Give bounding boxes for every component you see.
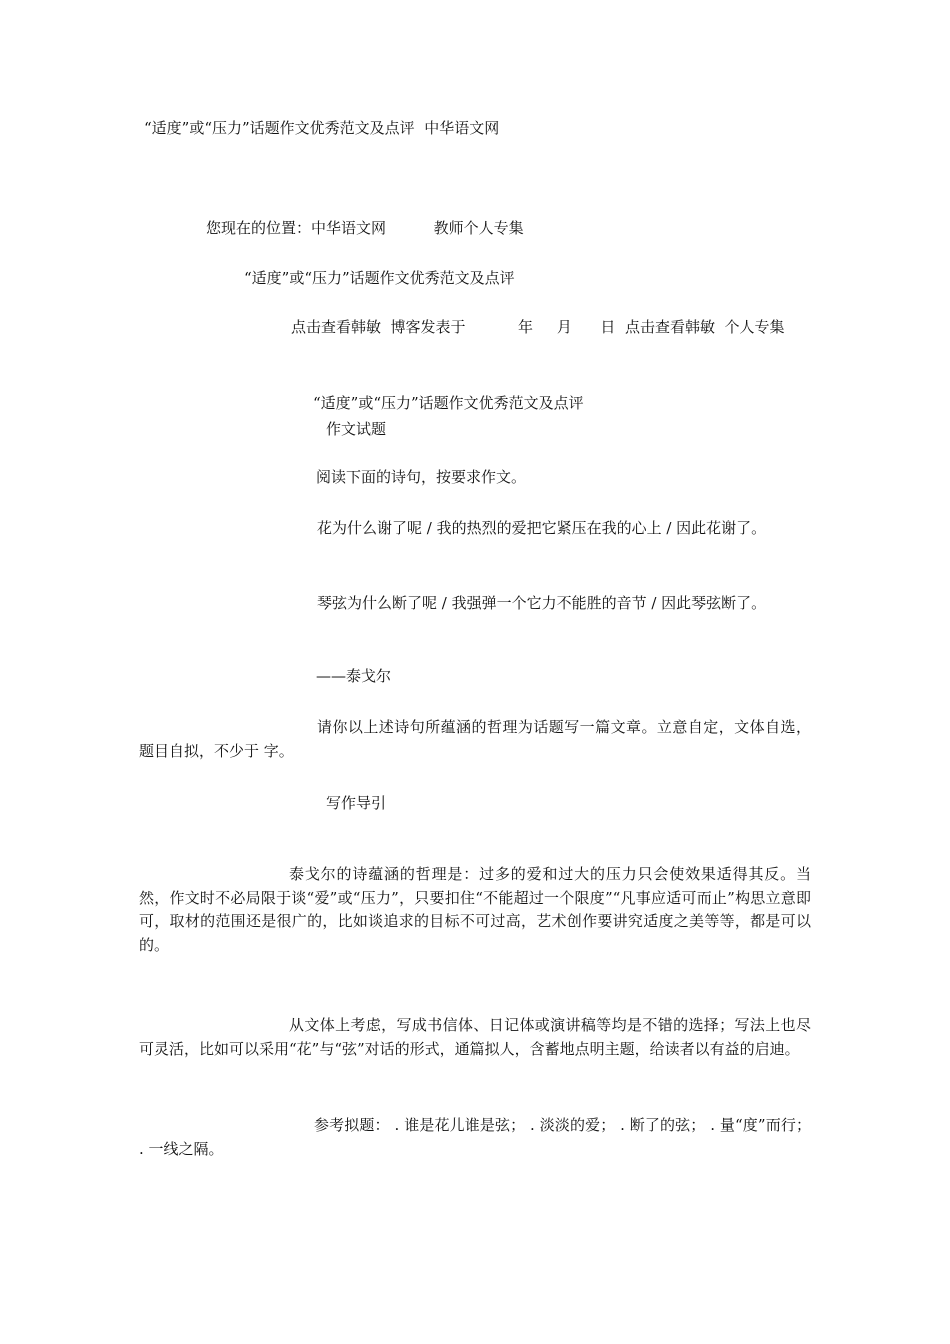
instruction-text: 阅读下面的诗句，按要求作文。 [316, 468, 527, 486]
requirement-text: 请你以上述诗句所蕴涵的哲理为话题写一篇文章。立意自定，文体自选，题目自拟，不少于 字。 [139, 718, 811, 760]
poem-line-2: 琴弦为什么断了呢 / 我强弹一个它力不能胜的音节 / 因此琴弦断了。 [317, 594, 767, 612]
guide-paragraph-2: 从文体上考虑，写成书信体、日记体或演讲稿等均是不错的选择；写法上也尽可灵活，比如可以采用“花”与“弦”对话的形式，通篇拟人，含蓄地点明主题，给读者以有益的启迪。 [139, 1016, 811, 1058]
header-title: “适度”或“压力”话题作文优秀范文及点评 中华语文网 [144, 119, 500, 137]
section-heading-prompt: 作文试题 [326, 420, 387, 438]
title-repeat: “适度”或“压力”话题作文优秀范文及点评 [313, 394, 584, 412]
guide-paragraph-1: 泰戈尔的诗蕴涵的哲理是：过多的爱和过大的压力只会使效果适得其反。当然，作文时不必局限于谈“爱”或“压力”，只要扣住“不能超过一个限度”“凡事应适可而止”构思立意即可，取材的范围还是很广的，比如谈追求的目标不可过高，艺术创作要讲究适度之美等等，都是可以的。 [139, 865, 811, 954]
article-title: “适度”或“压力”话题作文优秀范文及点评 [244, 269, 515, 287]
breadcrumb: 您现在的位置：中华语文网 教师个人专集 [206, 219, 524, 237]
section-heading-guide: 写作导引 [326, 794, 387, 812]
reference-titles: 参考拟题： . 谁是花儿谁是弦； . 淡淡的爱； . 断了的弦； . 量“度”而行； . 一线之隔。 [139, 1116, 811, 1158]
poem-line-1: 花为什么谢了呢 / 我的热烈的爱把它紧压在我的心上 / 因此花谢了。 [317, 519, 767, 537]
byline: 点击查看韩敏 博客发表于 年 月 日 点击查看韩敏 个人专集 [291, 318, 785, 336]
poem-attribution: ——泰戈尔 [316, 667, 392, 685]
